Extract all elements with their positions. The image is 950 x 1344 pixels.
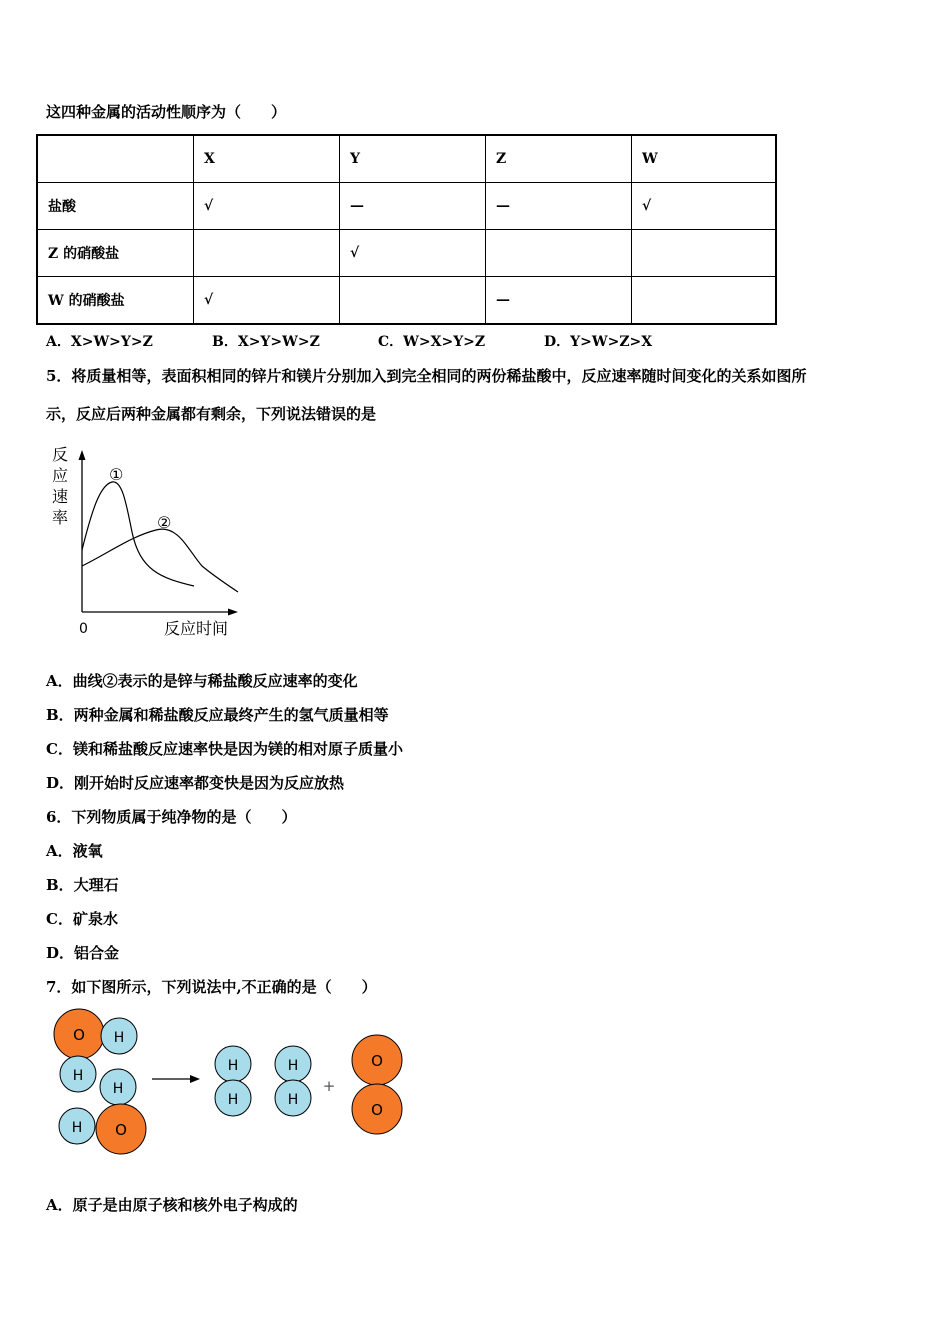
table-cell: √	[632, 183, 777, 230]
curve-1-label: ①	[109, 465, 124, 484]
curve-1	[82, 482, 194, 586]
origin-label: 0	[79, 621, 88, 637]
q6-option-a[interactable]: A．液氧	[46, 842, 103, 860]
arrow-head-icon	[190, 1075, 200, 1083]
atom-label: H	[112, 1081, 124, 1097]
q6-option-c[interactable]: C．矿泉水	[46, 910, 118, 928]
row-label: Z 的硝酸盐	[37, 230, 194, 277]
table-header-row	[37, 135, 776, 183]
atom-label: H	[113, 1030, 125, 1046]
q4-options	[46, 331, 652, 351]
atom-label: H	[287, 1092, 299, 1108]
reaction-rate-graph	[40, 440, 260, 645]
q6-option-d[interactable]: D．铝合金	[46, 944, 120, 962]
curve-2	[82, 529, 238, 592]
table-header-z: Z	[486, 135, 632, 183]
table-cell	[37, 135, 194, 183]
table-cell	[632, 277, 777, 325]
q4-option-c[interactable]: C．W>X>Y>Z	[378, 334, 486, 350]
atom-label: O	[73, 1026, 85, 1044]
q5-option-d[interactable]: D．刚开始时反应速率都变快是因为反应放热	[46, 774, 345, 792]
molecule-reaction-diagram	[40, 1005, 420, 1165]
q4-intro: 这四种金属的活动性顺序为（ ）	[46, 103, 287, 121]
table-cell: —	[340, 183, 486, 230]
table-cell: —	[486, 183, 632, 230]
q5-option-c[interactable]: C．镁和稀盐酸反应速率快是因为镁的相对原子质量小	[46, 740, 403, 758]
q7-option-a[interactable]: A．原子是由原子核和核外电子构成的	[46, 1196, 298, 1214]
x-axis-arrow-icon	[228, 609, 238, 616]
q5-option-a[interactable]: A．曲线②表示的是锌与稀盐酸反应速率的变化	[46, 672, 358, 690]
atom-label: H	[287, 1058, 299, 1074]
atom-label: H	[72, 1068, 84, 1084]
table-header-x: X	[194, 135, 340, 183]
atom-label: H	[227, 1092, 239, 1108]
plus-sign: +	[322, 1077, 336, 1095]
q4-option-a[interactable]: A．X>W>Y>Z	[46, 334, 153, 350]
atom-label: O	[371, 1101, 383, 1119]
row-label: 盐酸	[37, 183, 194, 230]
y-axis-label-char: 反	[52, 445, 69, 464]
table-row	[37, 277, 776, 325]
q6-stem: 6．下列物质属于纯净物的是（ ）	[46, 808, 297, 826]
table-header-w: W	[632, 135, 777, 183]
q5-option-b[interactable]: B．两种金属和稀盐酸反应最终产生的氢气质量相等	[46, 706, 389, 724]
hydrogen-molecule	[275, 1046, 311, 1116]
curve-2-label: ②	[157, 513, 172, 532]
atom-label: H	[227, 1058, 239, 1074]
table-cell: √	[194, 183, 340, 230]
y-axis-label-char: 速	[52, 487, 69, 506]
table-cell	[340, 277, 486, 325]
q6-option-b[interactable]: B．大理石	[46, 876, 119, 894]
table-cell: —	[486, 277, 632, 325]
q4-option-b[interactable]: B．X>Y>W>Z	[212, 334, 320, 350]
table-cell	[632, 230, 777, 277]
table-cell	[194, 230, 340, 277]
q7-stem: 7．如下图所示，下列说法中,不正确的是（ ）	[46, 978, 377, 996]
table-cell: √	[194, 277, 340, 325]
table-cell	[486, 230, 632, 277]
table-cell: √	[340, 230, 486, 277]
oxygen-molecule	[352, 1035, 402, 1134]
atom-label: O	[115, 1121, 127, 1139]
q5-stem-line1: 5．将质量相等，表面积相同的锌片和镁片分别加入到完全相同的两份稀盐酸中，反应速率随时间变化的关系如图所	[46, 367, 807, 385]
row-label: W 的硝酸盐	[37, 277, 194, 325]
table-row	[37, 230, 776, 277]
atom-label: H	[71, 1120, 83, 1136]
x-axis-label: 反应时间	[164, 619, 229, 638]
y-axis-label-char: 率	[52, 508, 69, 527]
q5-stem-line2: 示，反应后两种金属都有剩余，下列说法错误的是	[46, 405, 377, 423]
y-axis-label-char: 应	[52, 466, 69, 485]
q4-table	[36, 134, 777, 325]
atom-label: O	[371, 1052, 383, 1070]
hydrogen-molecule	[215, 1046, 251, 1116]
y-axis-arrow-icon	[79, 450, 86, 460]
table-header-y: Y	[340, 135, 486, 183]
table-row	[37, 183, 776, 230]
q4-option-d[interactable]: D．Y>W>Z>X	[544, 334, 653, 350]
